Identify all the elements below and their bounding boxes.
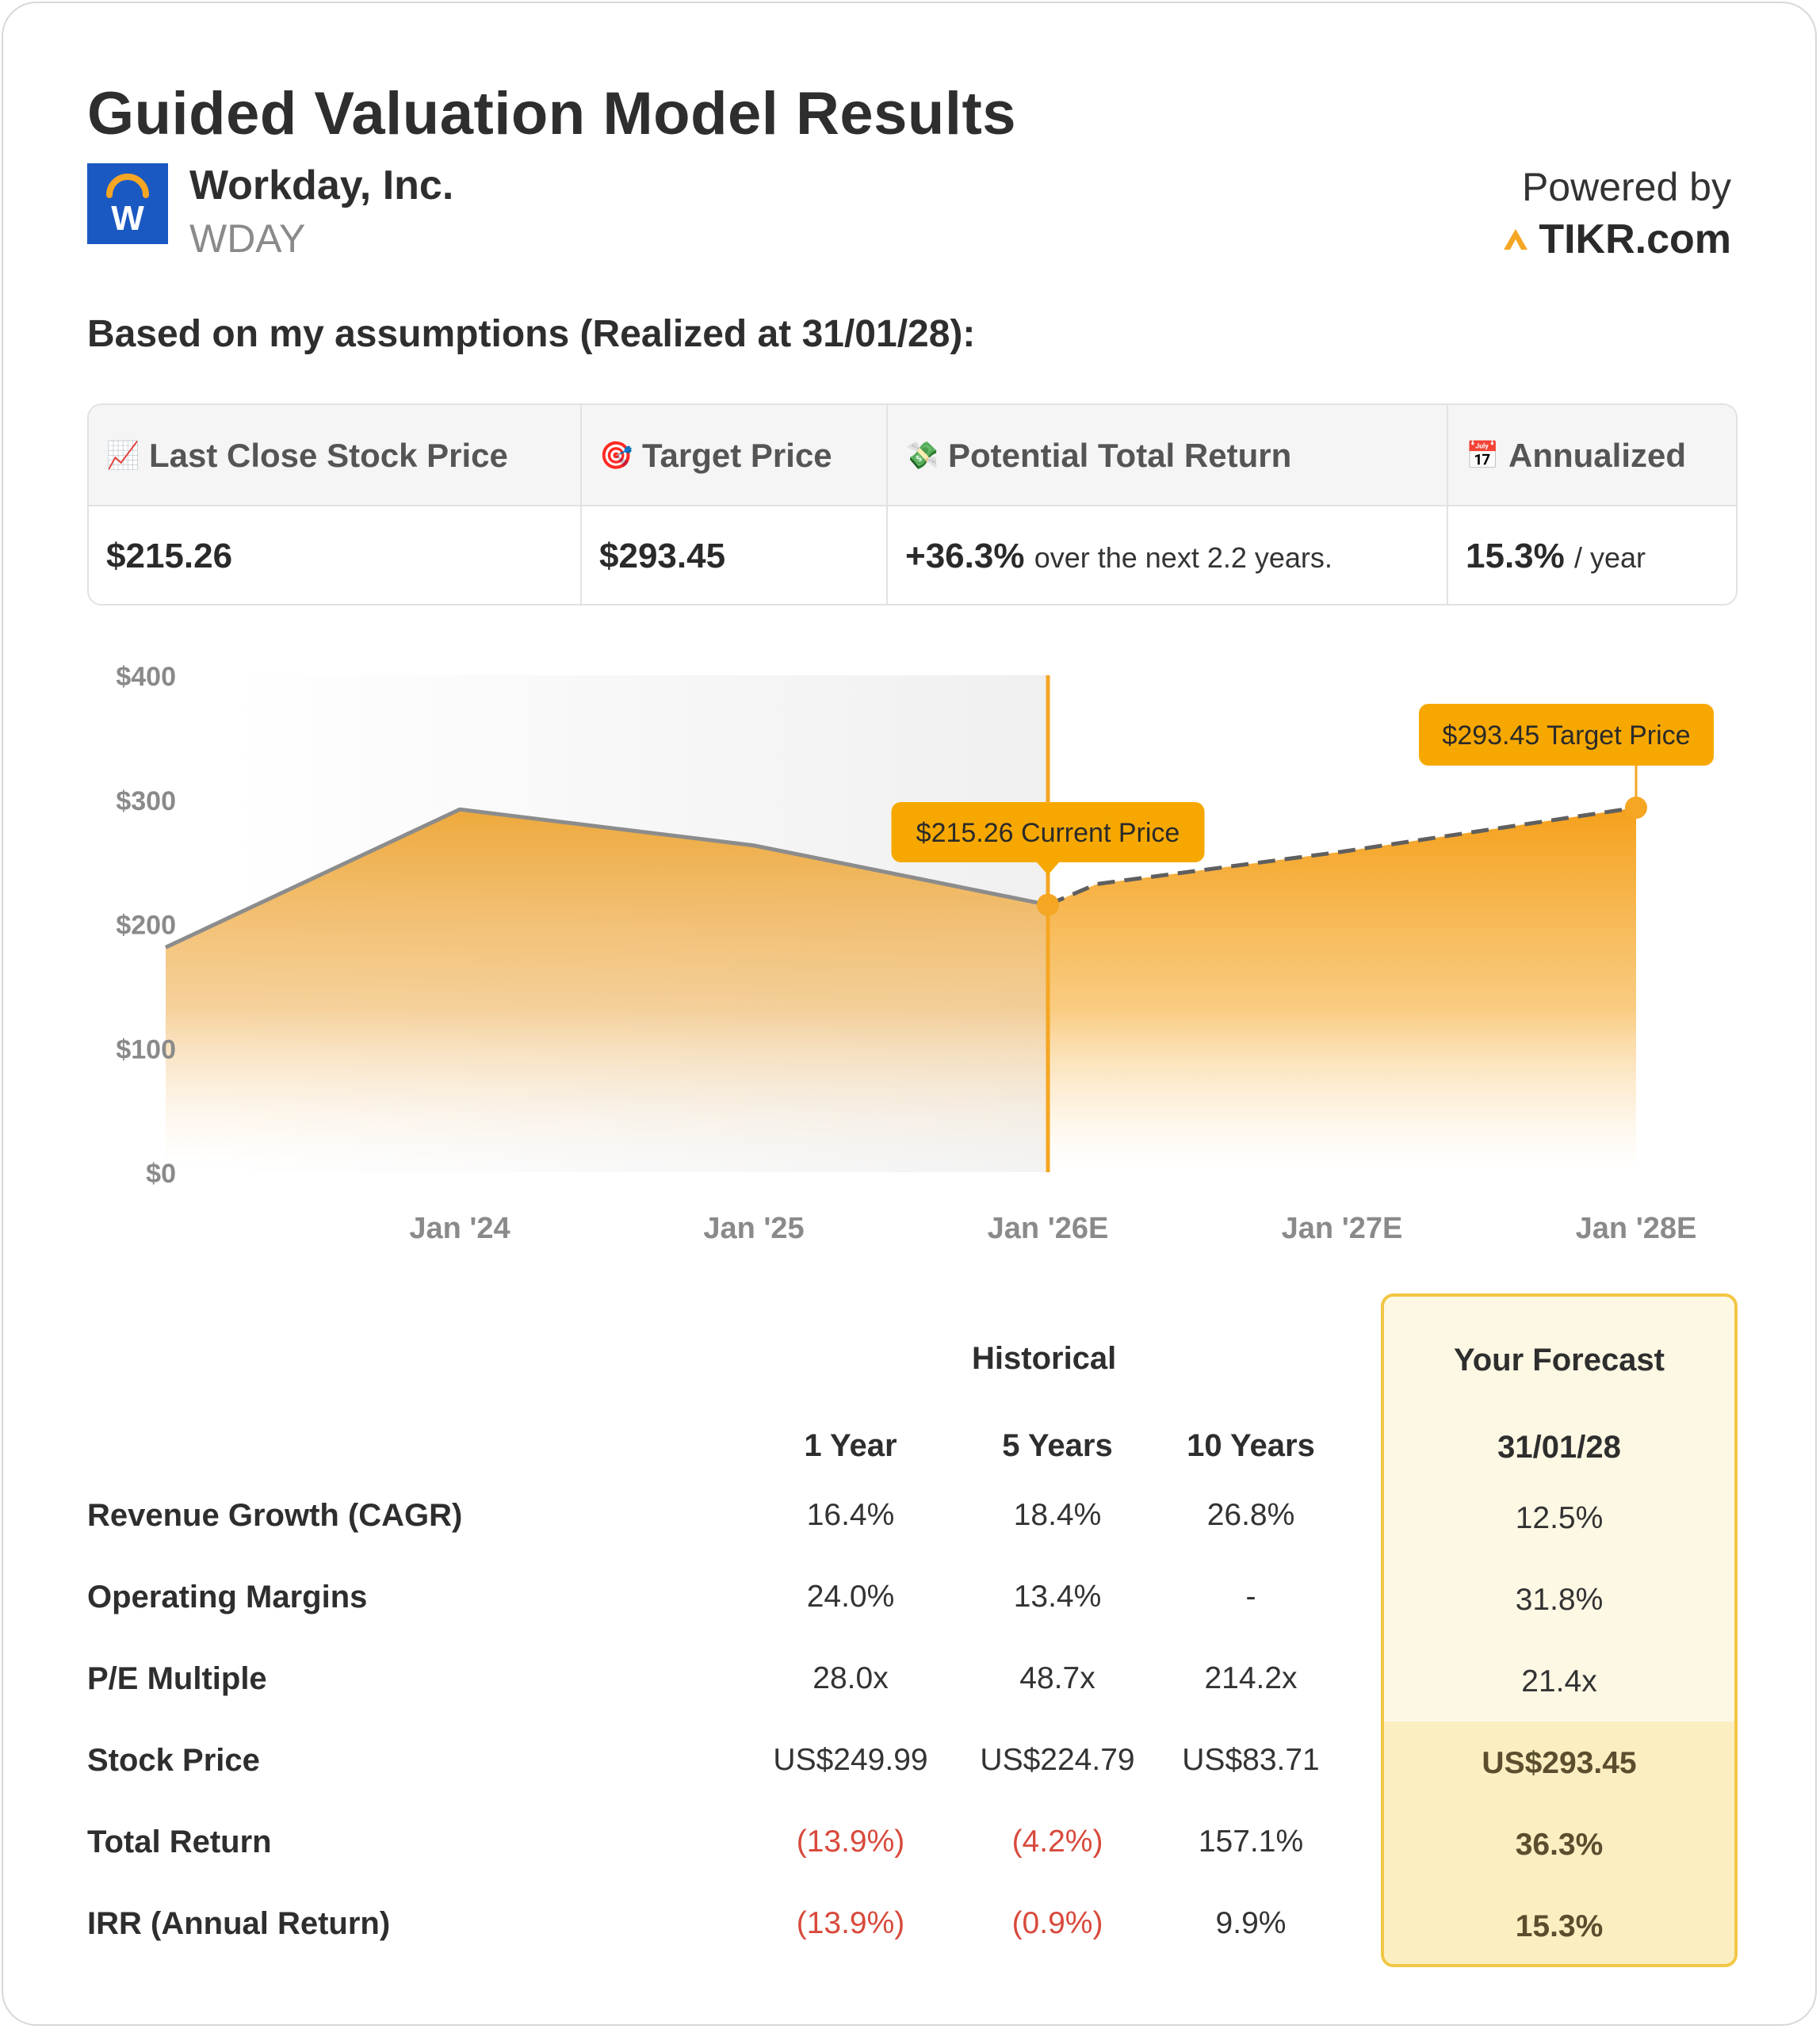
forecast-cell: 12.5% [1515, 1501, 1604, 1535]
target-price-label: $293.45 Target Price [1442, 720, 1691, 751]
table-cell: (0.9%) [1011, 1906, 1103, 1940]
x-tick-label: Jan '26E [987, 1212, 1109, 1245]
summary-suffix: over the next 2.2 years. [1034, 541, 1332, 574]
summary-col-target [580, 405, 886, 604]
table-cell: US$249.99 [773, 1743, 928, 1777]
table-cell: 214.2x [1204, 1661, 1298, 1695]
workday-logo [87, 163, 168, 244]
table-cell: (13.9%) [796, 1906, 905, 1940]
ticker-symbol: WDAY [189, 216, 306, 261]
summary-label: Potential Total Return [948, 437, 1292, 474]
table-cell: 48.7x [1019, 1661, 1095, 1695]
summary-col-annualized [1447, 405, 1738, 604]
forecast-panel [1381, 1293, 1738, 1967]
powered-by-text: Powered by [1521, 165, 1731, 209]
row-label: Revenue Growth (CAGR) [87, 1498, 463, 1533]
summary-label: Last Close Stock Price [149, 437, 508, 474]
summary-col-total-return [886, 405, 1447, 604]
summary-label: Annualized [1508, 437, 1687, 474]
tikr-brand[interactable] [1502, 216, 1731, 263]
y-tick-label: $300 [116, 785, 176, 816]
col-header-10-years: 10 Years [1187, 1428, 1315, 1463]
summary-suffix: / year [1574, 541, 1646, 574]
table-cell: 28.0x [812, 1661, 889, 1695]
table-cell: 26.8% [1206, 1498, 1295, 1532]
workday-logo-icon [87, 163, 168, 244]
table-cell: (13.9%) [796, 1825, 905, 1859]
company-name: Workday, Inc. [189, 162, 454, 208]
row-label: P/E Multiple [87, 1661, 267, 1696]
summary-value: +36.3% [905, 537, 1025, 575]
summary-table [87, 403, 1738, 606]
tikr-brand-label: TIKR.com [1539, 216, 1731, 262]
row-label: IRR (Annual Return) [87, 1906, 391, 1941]
forecast-heading: Your Forecast [1454, 1343, 1665, 1378]
forecast-date: 31/01/28 [1497, 1430, 1621, 1465]
x-tick-label: Jan '24 [409, 1212, 510, 1245]
summary-col-last-close [89, 405, 580, 604]
y-tick-label: $400 [116, 662, 176, 692]
historical-heading: Historical [972, 1341, 1117, 1376]
table-cell: US$224.79 [980, 1743, 1135, 1777]
forecast-cell: 31.8% [1515, 1583, 1604, 1617]
current-price-point [1037, 894, 1059, 916]
page-title: Guided Valuation Model Results [87, 80, 1017, 147]
forecast-cell: 15.3% [1515, 1909, 1604, 1943]
table-cell: (4.2%) [1011, 1825, 1103, 1859]
assumptions-heading: Based on my assumptions (Realized at 31/01/28): [87, 313, 976, 355]
calendar-icon: 📅 [1466, 441, 1500, 471]
y-tick-label: $200 [116, 910, 176, 941]
target-price-point [1625, 797, 1647, 819]
table-cell: 13.4% [1013, 1580, 1102, 1614]
table-cell: US$83.71 [1182, 1743, 1320, 1777]
row-label: Stock Price [87, 1743, 260, 1778]
current-price-label: $215.26 Current Price [916, 818, 1180, 848]
forecast-cell: US$293.45 [1482, 1746, 1637, 1780]
table-cell: - [1245, 1580, 1256, 1614]
x-tick-label: Jan '28E [1575, 1212, 1697, 1245]
target-icon: 🎯 [599, 441, 633, 471]
x-tick-label: Jan '27E [1281, 1212, 1403, 1245]
table-cell: 157.1% [1198, 1825, 1304, 1859]
forecast-cell: 36.3% [1515, 1828, 1604, 1862]
x-tick-label: Jan '25 [703, 1212, 805, 1245]
summary-value: 15.3% [1466, 537, 1565, 575]
money-flying-icon: 💸 [905, 441, 939, 471]
chart-increasing-icon: 📈 [106, 441, 140, 471]
summary-value: $215.26 [106, 537, 233, 575]
results-card [2, 2, 1817, 2026]
y-tick-label: $100 [116, 1034, 176, 1065]
forecast-area [1048, 808, 1636, 1172]
summary-label: Target Price [642, 437, 832, 474]
summary-value: $293.45 [599, 537, 726, 575]
forecast-cell: 21.4x [1521, 1664, 1597, 1698]
row-label: Total Return [87, 1825, 272, 1859]
table-cell: 16.4% [806, 1498, 895, 1532]
logo-letter: W [111, 199, 144, 238]
table-cell: 24.0% [806, 1580, 895, 1614]
col-header-1-year: 1 Year [804, 1428, 897, 1463]
tikr-logo-icon [1502, 227, 1529, 251]
table-cell: 18.4% [1013, 1498, 1102, 1532]
col-header-5-years: 5 Years [1002, 1428, 1113, 1463]
row-label: Operating Margins [87, 1580, 368, 1614]
table-cell: 9.9% [1215, 1906, 1287, 1940]
y-tick-label: $0 [146, 1159, 176, 1189]
